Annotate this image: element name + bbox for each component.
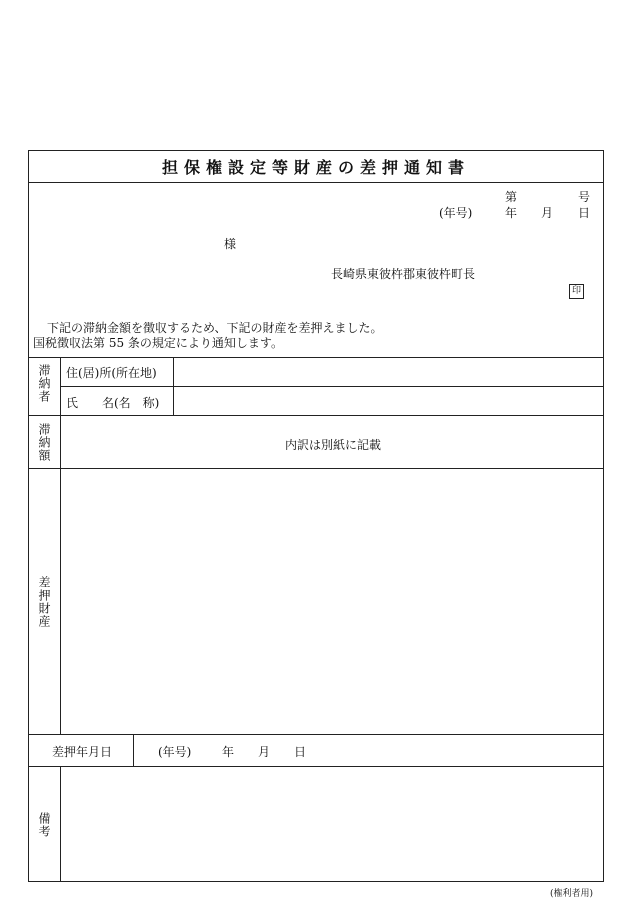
seal-icon: 印 (569, 284, 584, 299)
form-title: 担保権設定等財産の差押通知書 (29, 151, 603, 183)
header-day: 日 (578, 206, 591, 220)
issuer-name: 長崎県東彼杵郡東彼杵町長 (331, 267, 476, 281)
divider (29, 415, 603, 416)
divider (60, 357, 61, 734)
name-label: 氏 名(名 称) (66, 396, 160, 410)
recipient-suffix: 様 (224, 237, 237, 251)
number-prefix: 第 (505, 190, 518, 204)
amount-label: 滞納額 (37, 423, 51, 462)
address-label: 住(居)所(所在地) (66, 366, 157, 380)
delinquent-label: 滞納者 (37, 364, 51, 403)
remarks-label: 備考 (37, 812, 51, 838)
number-suffix: 号 (578, 190, 591, 204)
seizure-day: 日 (294, 745, 307, 759)
divider (29, 766, 603, 767)
divider (29, 468, 603, 469)
body-line-2: 国税徴収法第 55 条の規定により通知します。 (33, 336, 283, 350)
header-year: 年 (505, 206, 518, 220)
amount-value: 内訳は別紙に記載 (285, 438, 382, 452)
divider (29, 357, 603, 358)
seizure-month: 月 (258, 745, 271, 759)
seizure-year: 年 (222, 745, 235, 759)
header-era: (年号) (439, 206, 473, 220)
divider (133, 734, 134, 766)
divider (60, 766, 61, 881)
notice-form (28, 150, 604, 882)
header-month: 月 (541, 206, 554, 220)
footer-note: (権利者用) (550, 889, 594, 899)
property-label: 差押財産 (37, 576, 51, 628)
divider (60, 386, 603, 387)
divider (173, 357, 174, 415)
seizure-date-label: 差押年月日 (52, 745, 113, 759)
divider (29, 734, 603, 735)
seizure-era: (年号) (158, 745, 192, 759)
body-line-1: 下記の滞納金額を徴収するため、下記の財産を差押えました。 (47, 321, 383, 335)
